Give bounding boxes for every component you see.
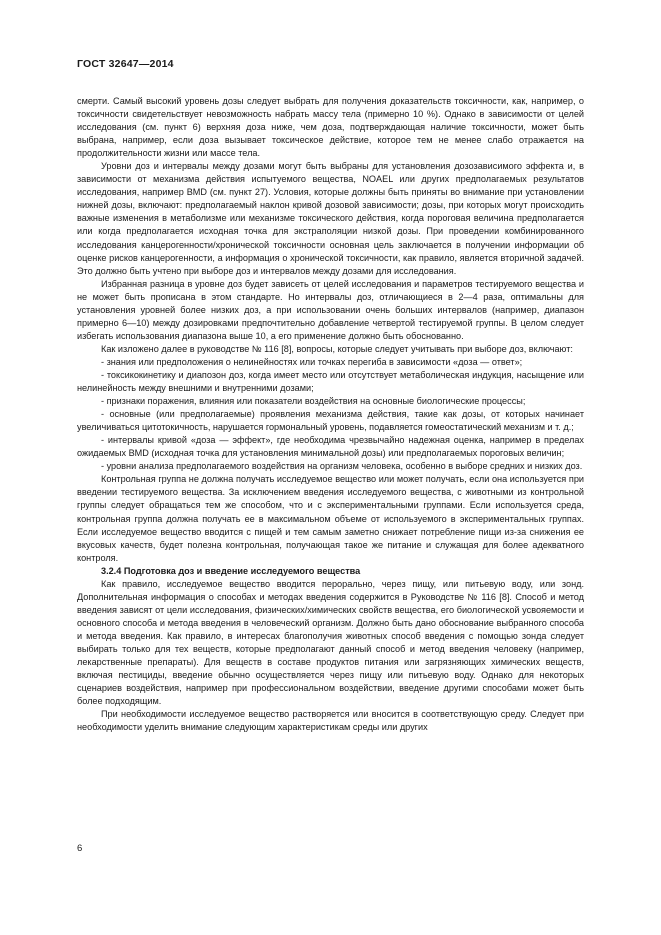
list-item: - знания или предположения о нелинейностях или точках перегиба в зависимости «доза — ответ»; [101, 356, 523, 367]
paragraph: смерти. Самый высокий уровень дозы следует выбрать для получения доказательств токсичности, как, например, о токсичности свидетельствует невозможность набрать массу тела (примерно 10 %). Однако в зависимости от целей исследования (см. пункт 6) верхняя доза ниже, чем доза, подтверждающая наличие токсичности, может быть выбрана, например, если доза вызывает токсическое действие, которое тем не менее слабо отражается на продолжительности жизни или массе тела. [77, 96, 584, 159]
paragraph: Как изложено далее в руководстве № 116 [8], вопросы, которые следует учитывать при выборе доз, включают: [101, 343, 573, 354]
paragraph: При необходимости исследуемое вещество растворяется или вносится в соответствующую среду. Следует при необходимости уделить внимание следующим характеристикам среды или других [77, 709, 584, 733]
list-item: - интервалы кривой «доза — эффект», где необходима чрезвычайно надежная оценка, например в пределах ожидаемых BMD (исходная точка для установления минимальной дозы) или предполагаемых пороговых величин; [77, 435, 584, 459]
section-title: 3.2.4 Подготовка доз и введение исследуемого вещества [101, 565, 361, 576]
paragraph: Контрольная группа не должна получать исследуемое вещество или может получать, если она используется при введении тестируемого вещества. За исключением введения исследуемого вещества, с животными из контрольной группы следует обращаться тем же способом, что и с экспериментальными группами. Если используется среда, контрольная группа должна получать ее в максимальном объеме от используемого в экспериментальных группах. Если исследуемое вещество вводится с пищей и тем самым заметно снижает потребление пищи из-за снижения ее вкусовых качеств, будет полезна контрольная, получающая такое же питание и служащая для более адекватного контроля. [77, 474, 584, 563]
page-number: 6 [77, 843, 83, 854]
paragraph: Как правило, исследуемое вещество вводится перорально, через пищу, или питьевую воду, или зонд. Дополнительная информация о способах и методах введения содержится в Руководстве № 116 [8]. Способ и метод введения зависят от цели исследования, физических/химических свойств вещества, его биологической усвояемости и основного способа и метода введения в человеческий организм. Должно быть дано обоснование выбранного способа и метода введения. Как правило, в интересах благополучия животных способ введения с помощью зонда следует выбирать только для тех веществ, которые предполагают данный способ и метод введения человеку (например, лекарственные препараты). Для веществ в составе продуктов питания или загрязняющих химических веществ, включая пестициды, введение обычно осуществляется через пищу или питьевую воду. Однако для некоторых сценариев воздействия, например при профессиональном воздействии, введение другими способами может быть более подходящим. [77, 578, 584, 707]
list-item: - токсикокинетику и диапозон доз, когда имеет место или отсутствует метаболическая индукция, насыщение или нелинейность между внешними и внутренними дозами; [77, 369, 584, 394]
paragraph: Уровни доз и интервалы между дозами могут быть выбраны для установления дозозависимого эффекта и, в зависимости от механизма действия испытуемого вещества, NOAEL или других предполагаемых результатов исследования, например BMD (см. пункт 27). Условия, которые должны быть приняты во внимание при установлении нижней дозы, включают: предполагаемый наклон кривой дозовой зависимости; дозы, при которых могут происходить важные изменения в метаболизме или механизме токсического действия, когда пороговая величина предполагается или когда предполагается исходная точка для экстраполяции низкой дозы. При проведении комбинированного исследования канцерогенности/хронической токсичности основная цель заключается в получении информации об оценке рисков канцерогенности, а информация о хронической токсичности, как правило, является вторичной задачей. Это должно быть учтено при выборе доз и интервалов между дозами для исследования. [77, 161, 584, 276]
list-item: - основные (или предполагаемые) проявления механизма действия, такие как дозы, от которых начинает увеличиваться цитотокичность, нарушается гормональный уровень, подавляется гомеостатический механизм и т. д.; [77, 409, 584, 433]
list-item: - уровни анализа предполагаемого воздействия на организм человека, особенно в выборе средних и низких доз. [101, 461, 583, 472]
document-body [77, 95, 584, 734]
list-item: - признаки поражения, влияния или показатели воздействия на основные биологические процессы; [101, 396, 526, 407]
document-header: ГОСТ 32647—2014 [77, 58, 174, 70]
paragraph: Избранная разница в уровне доз будет зависеть от целей исследования и параметров тестируемого вещества и не может быть прописана в этом стандарте. Но интервалы доз, отличающиеся в 2—4 раза, оптимальны для установления уровней более низких доз, а при использовании очень больших интервалов (например, диапазон примерно 6—10) между дозировками предпочтительно добавление четвертой тестируемой группы. В целом следует избегать использования диапазона выше 10, а его применение должно быть обоснованно. [77, 278, 584, 341]
